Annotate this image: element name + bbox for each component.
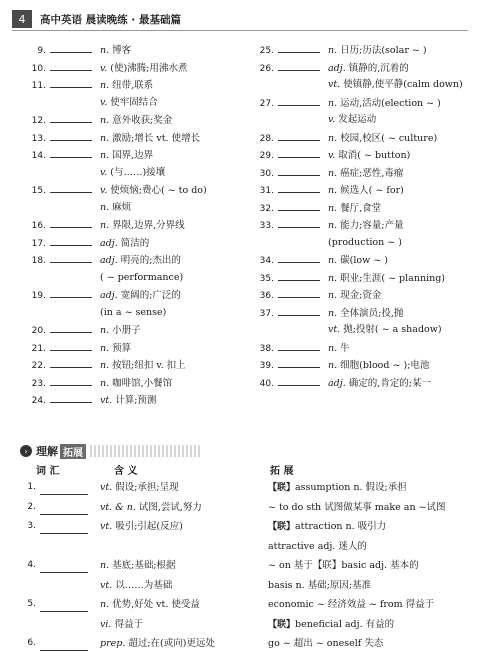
- vocab-row: [20, 145, 245, 163]
- definition: 发起运动: [338, 114, 377, 125]
- part-of-speech: vt.: [100, 482, 113, 493]
- definition: 国界,边界: [112, 150, 154, 161]
- vocab-row: [20, 128, 245, 146]
- definition: 麻烦: [112, 201, 132, 213]
- item-number: 24.: [31, 396, 46, 406]
- part-of-speech: v.: [100, 62, 108, 74]
- section-title-box: 拓展: [60, 444, 86, 459]
- part-of-speech: n.: [328, 132, 338, 144]
- item-number: 4.: [27, 560, 36, 570]
- definition: 使烦恼;费心( ~ to do): [110, 185, 207, 196]
- part-of-speech: n.: [100, 599, 110, 610]
- answer-blank[interactable]: [50, 40, 92, 53]
- part-of-speech: n.: [100, 560, 110, 571]
- definition: 细胞(blood ~ );电池: [340, 360, 430, 371]
- item-number: 35.: [259, 273, 274, 284]
- part-of-speech: n.: [328, 97, 338, 109]
- vocab-row: [20, 233, 245, 251]
- answer-blank[interactable]: [40, 599, 88, 612]
- part-of-speech: vt.: [100, 579, 113, 591]
- item-number: 23.: [31, 378, 46, 389]
- extension-text: assumption n. 假设;承担: [295, 482, 407, 493]
- meaning-cell: [100, 478, 179, 498]
- answer-blank[interactable]: [278, 303, 320, 316]
- extension-row: [20, 615, 470, 635]
- definition: 餐厅,食堂: [340, 202, 382, 214]
- extension-row: [20, 634, 470, 654]
- page-header: [12, 8, 181, 30]
- vocab-row: [20, 198, 245, 216]
- answer-blank[interactable]: [278, 198, 320, 211]
- answer-blank[interactable]: [278, 338, 320, 351]
- definition: 全体演员;投,抛: [340, 307, 404, 319]
- item-number: 40.: [259, 378, 274, 389]
- extension-cell: [268, 498, 446, 518]
- vocab-row: [20, 163, 245, 181]
- vocab-row: [20, 268, 245, 286]
- vocab-row: [20, 75, 245, 93]
- part-of-speech: n.: [328, 272, 338, 284]
- answer-blank[interactable]: [278, 40, 320, 53]
- left-vocab-column: [20, 40, 245, 408]
- item-number: 26.: [259, 63, 274, 74]
- vocab-row: [248, 163, 473, 181]
- definition: 能力;容量;产量: [340, 220, 404, 231]
- item-number: 6.: [27, 638, 36, 648]
- extension-cell: [268, 537, 367, 557]
- spacer: [278, 320, 320, 332]
- vocab-row: [248, 338, 473, 356]
- part-of-speech: v.: [100, 185, 108, 196]
- item-number: 20.: [31, 326, 46, 336]
- extension-cell: [268, 595, 434, 615]
- vocab-row: [20, 40, 245, 58]
- vocab-row: [248, 285, 473, 303]
- item-number: 27.: [259, 98, 274, 109]
- vocab-row: [248, 110, 473, 128]
- part-of-speech: v.: [100, 166, 108, 178]
- vocab-row: [248, 58, 473, 76]
- answer-blank[interactable]: [50, 58, 92, 71]
- answer-blank[interactable]: [40, 482, 88, 495]
- definition: 按钮;纽扣 v. 扣上: [112, 360, 186, 371]
- extension-row: [20, 537, 470, 557]
- vocab-row: [248, 40, 473, 58]
- part-of-speech: v.: [100, 96, 108, 108]
- meaning-cell: [100, 576, 172, 596]
- answer-blank[interactable]: [50, 145, 92, 158]
- part-of-speech: adj.: [328, 377, 346, 389]
- vocab-row: [248, 373, 473, 391]
- part-of-speech: vi.: [100, 618, 112, 630]
- answer-blank[interactable]: [50, 110, 92, 123]
- part-of-speech: n.: [100, 80, 110, 91]
- answer-blank[interactable]: [278, 145, 320, 158]
- definition: 小册子: [112, 325, 141, 336]
- vocab-row: [20, 338, 245, 356]
- item-number: 33.: [259, 221, 274, 231]
- page-number: 4: [12, 10, 32, 28]
- part-of-speech: adj.: [100, 255, 118, 266]
- vocab-row: [248, 145, 473, 163]
- definition: (与……)接壤: [110, 166, 166, 178]
- extension-text: attractive adj. 迷人的: [268, 540, 367, 552]
- vocab-row: [20, 285, 245, 303]
- extension-table: [20, 478, 470, 654]
- part-of-speech: n.: [328, 255, 338, 266]
- item-number: 29.: [259, 151, 274, 161]
- spacer: [278, 110, 320, 122]
- part-of-speech: adj.: [328, 62, 346, 74]
- section-title: 理解: [36, 445, 58, 458]
- part-of-speech: n.: [328, 342, 338, 354]
- meaning-cell: [100, 498, 202, 518]
- part-of-speech: n.: [100, 45, 110, 56]
- item-number: 30.: [259, 168, 274, 179]
- section-decor-bar: [90, 445, 200, 457]
- part-of-speech: n.: [328, 167, 338, 179]
- item-number: 38.: [259, 343, 274, 354]
- vocab-row: [248, 128, 473, 146]
- part-of-speech: v.: [328, 150, 336, 161]
- extension-cell: [268, 615, 394, 636]
- answer-blank[interactable]: [278, 285, 320, 298]
- part-of-speech: prep.: [100, 638, 126, 649]
- definition: 咖啡馆,小餐馆: [112, 377, 173, 389]
- definition: 简洁的: [120, 237, 150, 249]
- item-number: 18.: [31, 256, 46, 266]
- spacer: [50, 93, 92, 105]
- definition: 计算;预测: [115, 395, 157, 406]
- answer-blank[interactable]: [278, 58, 320, 71]
- related-tag: 【联】: [268, 483, 296, 493]
- item-number: 28.: [259, 133, 274, 144]
- vocab-row: [248, 180, 473, 198]
- part-of-speech: n.: [100, 201, 110, 213]
- item-number: 39.: [259, 361, 274, 371]
- answer-blank[interactable]: [278, 163, 320, 176]
- item-number: 32.: [259, 203, 274, 214]
- definition: 癌症;恶性,毒瘤: [340, 167, 404, 179]
- answer-blank[interactable]: [50, 285, 92, 298]
- extension-text: go ~ 超出 ~ oneself 失态: [268, 638, 384, 649]
- answer-blank[interactable]: [40, 502, 88, 515]
- part-of-speech: n.: [328, 307, 338, 319]
- extension-text: ~ to do sth 试图做某事 make an ~试图: [268, 501, 446, 513]
- vocab-row: [248, 303, 473, 321]
- item-number: 37.: [259, 308, 274, 319]
- definition: 宽阔的;广泛的: [120, 290, 181, 301]
- item-number: 11.: [31, 81, 46, 91]
- header-divider: [12, 30, 468, 31]
- vocab-row: [248, 268, 473, 286]
- definition: (in a ~ sense): [100, 306, 167, 318]
- answer-blank[interactable]: [278, 93, 320, 106]
- item-number: 34.: [259, 256, 274, 266]
- vocab-row: [248, 320, 473, 338]
- answer-blank[interactable]: [278, 373, 320, 386]
- part-of-speech: n.: [328, 220, 338, 231]
- extension-cell: [268, 556, 419, 576]
- item-number: 19.: [31, 291, 46, 301]
- part-of-speech: n.: [100, 132, 110, 144]
- definition: 牛: [340, 342, 350, 354]
- extension-cell: [268, 634, 383, 654]
- definition: 校园,校区( ~ culture): [340, 132, 438, 144]
- definition: 碳(low ~ ): [340, 255, 388, 266]
- item-number: 5.: [27, 599, 36, 609]
- vocab-row: [248, 355, 473, 373]
- section-heading: [20, 443, 200, 459]
- extension-text: attraction n. 吸引力: [295, 521, 387, 532]
- item-number: 16.: [31, 221, 46, 231]
- definition: 吸引;引起(反应): [115, 521, 183, 532]
- extension-row: [20, 556, 470, 576]
- part-of-speech: n.: [328, 202, 338, 214]
- extension-text: basis n. 基础;原因;基准: [268, 579, 372, 591]
- definition: 镇静的,沉着的: [348, 62, 409, 74]
- definition: 界限,边界,分界线: [112, 220, 185, 231]
- definition: 使牢固结合: [110, 96, 158, 108]
- definition: 博客: [112, 45, 132, 56]
- definition: (使)沸腾;用沸水煮: [110, 62, 188, 74]
- spacer: [50, 303, 92, 315]
- definition: 明亮的;杰出的: [120, 255, 181, 266]
- item-number: 17.: [31, 238, 46, 249]
- definition: 日历;历法(solar ~ ): [340, 45, 427, 56]
- part-of-speech: vt. & n.: [100, 501, 136, 513]
- vocab-row: [20, 303, 245, 321]
- item-number: 2.: [27, 501, 36, 512]
- part-of-speech: vt.: [100, 521, 113, 532]
- part-of-speech: n.: [100, 377, 110, 389]
- definition: 确定的,肯定的;某一: [348, 377, 431, 389]
- vocab-row: [20, 390, 245, 408]
- vocab-row: [248, 93, 473, 111]
- extension-cell: [268, 517, 386, 538]
- spacer: [278, 75, 320, 87]
- item-number: 14.: [31, 151, 46, 161]
- definition: 优势,好处 vt. 使受益: [112, 599, 200, 610]
- part-of-speech: vt.: [100, 395, 113, 406]
- vocab-row: [20, 250, 245, 268]
- spacer: [50, 268, 92, 280]
- part-of-speech: n.: [100, 220, 110, 231]
- part-of-speech: n.: [328, 185, 338, 196]
- definition: ( ~ performance): [100, 271, 184, 283]
- vocab-row: [20, 320, 245, 338]
- spacer: [278, 233, 320, 245]
- meaning-cell: [100, 556, 176, 576]
- vocab-row: [20, 110, 245, 128]
- answer-blank[interactable]: [50, 250, 92, 263]
- part-of-speech: n.: [328, 45, 338, 56]
- item-number: 10.: [31, 63, 46, 74]
- spacer: [50, 163, 92, 175]
- answer-blank[interactable]: [50, 180, 92, 193]
- meaning-cell: [100, 517, 183, 537]
- vocab-row: [20, 180, 245, 198]
- part-of-speech: vt.: [328, 324, 341, 335]
- item-number: 1.: [27, 482, 36, 492]
- definition: 抛;投射( ~ a shadow): [343, 324, 442, 335]
- header-meaning: 含 义: [114, 466, 138, 477]
- answer-blank[interactable]: [278, 355, 320, 368]
- definition: 基底;基础;根据: [112, 560, 176, 571]
- item-number: 36.: [259, 291, 274, 301]
- item-number: 25.: [259, 46, 274, 56]
- item-number: 9.: [37, 46, 46, 56]
- header-vocab: 词 汇: [36, 466, 60, 477]
- related-tag: 【联】: [268, 619, 296, 630]
- part-of-speech: n.: [100, 325, 110, 336]
- vocab-row: [20, 373, 245, 391]
- answer-blank[interactable]: [50, 233, 92, 246]
- definition: 激励;增长 vt. 使增长: [112, 132, 201, 144]
- answer-blank[interactable]: [278, 180, 320, 193]
- definition: 职业;生涯( ~ planning): [340, 272, 446, 284]
- answer-blank[interactable]: [50, 320, 92, 333]
- answer-blank[interactable]: [50, 355, 92, 368]
- book-title: 高中英语 晨读晚练 · 最基础篇: [40, 13, 181, 26]
- definition: 运动,活动(election ~ ): [340, 97, 441, 109]
- item-number: 13.: [31, 133, 46, 144]
- answer-blank[interactable]: [40, 638, 88, 651]
- item-number: 31.: [259, 186, 274, 196]
- vocab-row: [248, 233, 473, 251]
- definition: 使镇静,使平静(calm down): [343, 79, 463, 90]
- vocab-row: [248, 75, 473, 93]
- part-of-speech: n.: [100, 150, 110, 161]
- extension-text: beneficial adj. 有益的: [295, 618, 395, 630]
- item-number: 21.: [31, 343, 46, 354]
- answer-blank[interactable]: [278, 250, 320, 263]
- answer-blank[interactable]: [278, 128, 320, 141]
- part-of-speech: adj.: [100, 290, 118, 301]
- answer-blank[interactable]: [50, 338, 92, 351]
- meaning-cell: [100, 634, 215, 654]
- definition: (production ~ ): [328, 236, 402, 248]
- extension-text: ~ on 基于【联】basic adj. 基本的: [268, 560, 419, 571]
- definition: 得益于: [114, 618, 143, 630]
- spacer: [50, 198, 92, 210]
- meaning-cell: [100, 595, 200, 615]
- part-of-speech: n.: [328, 360, 338, 371]
- answer-blank[interactable]: [50, 128, 92, 141]
- vocab-row: [20, 215, 245, 233]
- vocab-row: [248, 250, 473, 268]
- extension-row: [20, 595, 470, 615]
- item-number: 22.: [31, 361, 46, 371]
- definition: 预算: [112, 342, 132, 354]
- definition: 候选人( ~ for): [340, 185, 404, 196]
- part-of-speech: v.: [328, 114, 336, 125]
- part-of-speech: adj.: [100, 237, 118, 249]
- definition: 取消( ~ button): [338, 150, 411, 161]
- item-number: 12.: [31, 116, 46, 126]
- definition: 纽带,联系: [112, 80, 154, 91]
- part-of-speech: n.: [100, 115, 110, 126]
- vocab-row: [20, 93, 245, 111]
- vocab-row: [248, 215, 473, 233]
- part-of-speech: n.: [100, 342, 110, 354]
- answer-blank[interactable]: [40, 560, 88, 573]
- header-extension: 拓 展: [270, 466, 294, 477]
- extension-row: [20, 498, 470, 518]
- extension-row: [20, 576, 470, 596]
- meaning-cell: [100, 615, 143, 635]
- chevron-right-icon: ›: [20, 445, 32, 457]
- definition: 试图,尝试,努力: [138, 501, 202, 513]
- item-number: 3.: [27, 521, 36, 531]
- answer-blank[interactable]: [50, 390, 92, 403]
- answer-blank[interactable]: [278, 215, 320, 228]
- right-vocab-column: [248, 40, 473, 390]
- definition: 超过;在(或向)更远处: [128, 638, 215, 649]
- extension-cell: [268, 576, 371, 596]
- definition: 意外收获;奖金: [112, 115, 173, 126]
- related-tag: 【联】: [268, 522, 296, 532]
- definition: 现金;资金: [340, 290, 382, 301]
- answer-blank[interactable]: [50, 75, 92, 88]
- answer-blank[interactable]: [40, 521, 88, 534]
- part-of-speech: n.: [100, 360, 110, 371]
- extension-row: [20, 478, 470, 498]
- answer-blank[interactable]: [50, 215, 92, 228]
- extension-cell: [268, 478, 407, 499]
- extension-text: economic ~ 经济效益 ~ from 得益于: [268, 599, 435, 610]
- answer-blank[interactable]: [278, 268, 320, 281]
- definition: 假设;承担;呈现: [115, 482, 179, 493]
- vocab-row: [20, 355, 245, 373]
- extension-row: [20, 517, 470, 537]
- vocab-row: [248, 198, 473, 216]
- vocab-row: [20, 58, 245, 76]
- answer-blank[interactable]: [50, 373, 92, 386]
- part-of-speech: n.: [328, 290, 338, 301]
- item-number: 15.: [31, 186, 46, 196]
- definition: 以……为基础: [115, 579, 173, 591]
- part-of-speech: vt.: [328, 79, 341, 90]
